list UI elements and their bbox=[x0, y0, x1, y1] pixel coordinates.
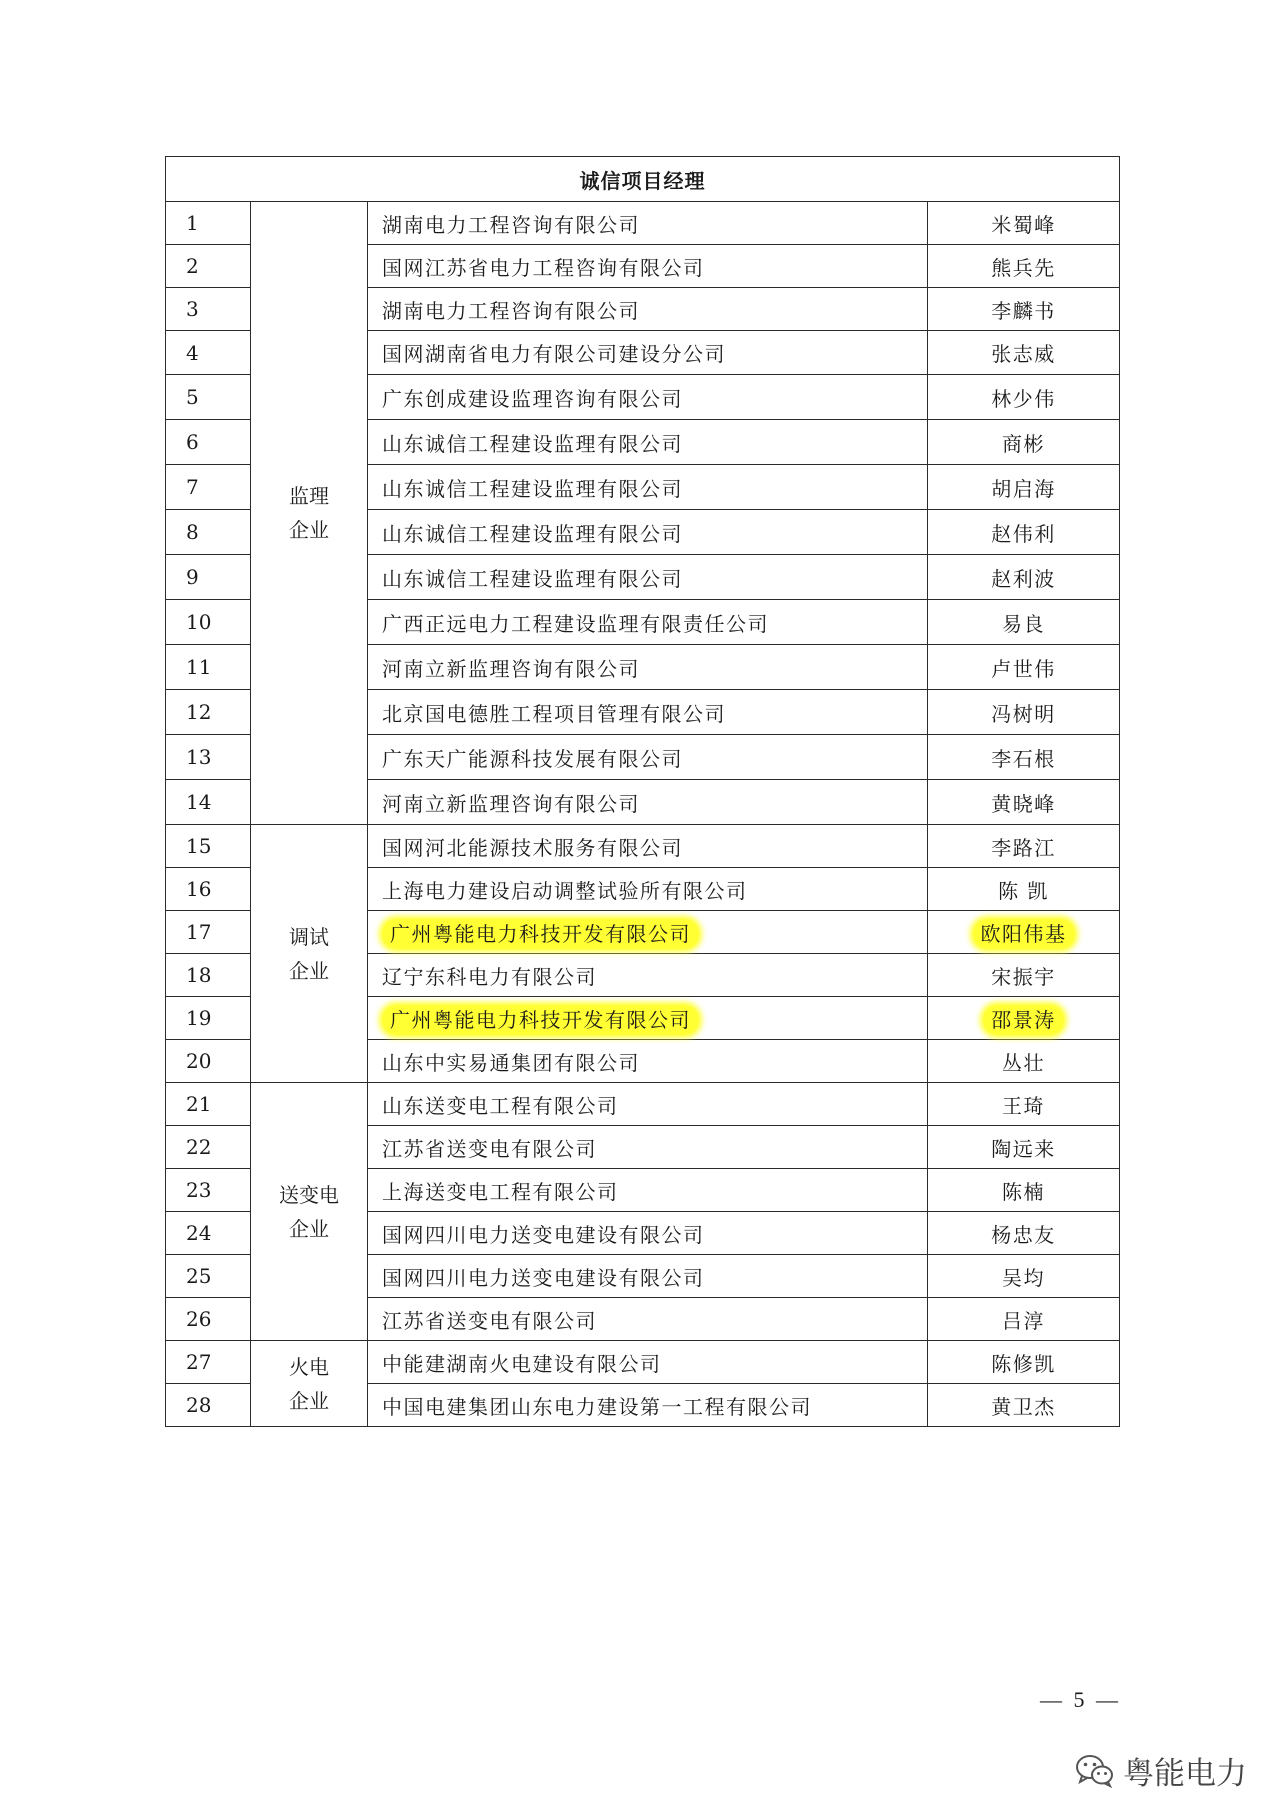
person-cell bbox=[928, 1384, 1120, 1427]
company-name: 湖南电力工程咨询有限公司 bbox=[382, 298, 640, 323]
person-name: 林少伟 bbox=[991, 386, 1056, 411]
company-name: 湖南电力工程咨询有限公司 bbox=[382, 212, 640, 237]
person-cell bbox=[928, 555, 1120, 600]
row-number: 1 bbox=[166, 202, 251, 245]
watermark-text: 粤能电力 bbox=[1123, 1756, 1247, 1792]
row-number: 4 bbox=[166, 331, 251, 375]
wechat-icon bbox=[1075, 1754, 1115, 1788]
person-name: 赵利波 bbox=[991, 566, 1056, 591]
person-cell bbox=[928, 1298, 1120, 1341]
row-number: 27 bbox=[166, 1341, 251, 1384]
company-cell bbox=[368, 375, 928, 420]
person-cell bbox=[928, 911, 1120, 954]
person-name: 丛壮 bbox=[1002, 1050, 1045, 1075]
company-cell bbox=[368, 997, 928, 1040]
person-cell bbox=[928, 375, 1120, 420]
company-cell bbox=[368, 780, 928, 825]
company-cell bbox=[368, 555, 928, 600]
row-number: 23 bbox=[166, 1169, 251, 1212]
watermark bbox=[1075, 1748, 1247, 1793]
company-name: 国网四川电力送变电建设有限公司 bbox=[382, 1265, 705, 1290]
category-label: 火电 bbox=[289, 1354, 329, 1379]
person-cell bbox=[928, 245, 1120, 288]
category-label: 监理 bbox=[289, 484, 329, 508]
company-name: 山东中实易通集团有限公司 bbox=[382, 1050, 640, 1075]
row-number: 22 bbox=[166, 1126, 251, 1169]
table-row bbox=[166, 1083, 1120, 1126]
person-name: 邵景涛 bbox=[983, 1005, 1064, 1035]
person-cell bbox=[928, 1255, 1120, 1298]
person-name: 陈 凯 bbox=[998, 878, 1049, 903]
company-name: 国网江苏省电力工程咨询有限公司 bbox=[382, 255, 705, 280]
category-label: 企业 bbox=[289, 958, 329, 983]
person-cell bbox=[928, 954, 1120, 997]
row-number: 10 bbox=[166, 600, 251, 645]
person-name: 李麟书 bbox=[991, 298, 1056, 323]
person-name: 黄卫杰 bbox=[991, 1394, 1056, 1419]
person-name: 吴均 bbox=[1002, 1265, 1045, 1290]
person-name: 吕淳 bbox=[1002, 1308, 1045, 1333]
person-cell bbox=[928, 1083, 1120, 1126]
row-number: 7 bbox=[166, 465, 251, 510]
person-name: 欧阳伟基 bbox=[973, 919, 1075, 949]
company-cell bbox=[368, 954, 928, 997]
person-name: 易良 bbox=[1002, 611, 1045, 636]
company-name: 国网河北能源技术服务有限公司 bbox=[382, 835, 683, 860]
row-number: 21 bbox=[166, 1083, 251, 1126]
company-cell bbox=[368, 1040, 928, 1083]
company-cell bbox=[368, 510, 928, 555]
person-cell bbox=[928, 1212, 1120, 1255]
company-name: 上海电力建设启动调整试验所有限公司 bbox=[382, 878, 748, 903]
page-number: — 5 — bbox=[1040, 1687, 1121, 1712]
company-cell bbox=[368, 911, 928, 954]
row-number: 24 bbox=[166, 1212, 251, 1255]
table-title: 诚信项目经理 bbox=[166, 157, 1120, 202]
person-cell bbox=[928, 510, 1120, 555]
table-row bbox=[166, 1341, 1120, 1384]
company-cell bbox=[368, 825, 928, 868]
person-cell bbox=[928, 1126, 1120, 1169]
company-name: 江苏省送变电有限公司 bbox=[382, 1308, 597, 1333]
person-name: 杨忠友 bbox=[991, 1222, 1056, 1247]
company-name: 山东送变电工程有限公司 bbox=[382, 1093, 619, 1118]
company-cell bbox=[368, 420, 928, 465]
person-name: 王琦 bbox=[1002, 1093, 1045, 1118]
person-cell bbox=[928, 1040, 1120, 1083]
company-name: 辽宁东科电力有限公司 bbox=[382, 964, 597, 989]
row-number: 13 bbox=[166, 735, 251, 780]
person-name: 陈楠 bbox=[1002, 1179, 1045, 1204]
person-cell bbox=[928, 1341, 1120, 1384]
person-cell bbox=[928, 997, 1120, 1040]
company-cell bbox=[368, 735, 928, 780]
company-name: 国网湖南省电力有限公司建设分公司 bbox=[382, 342, 726, 366]
person-name: 冯树明 bbox=[991, 701, 1056, 726]
row-number: 6 bbox=[166, 420, 251, 465]
category-label: 企业 bbox=[289, 518, 329, 542]
category-cell bbox=[251, 1341, 368, 1427]
row-number: 11 bbox=[166, 645, 251, 690]
company-name: 广州粤能电力科技开发有限公司 bbox=[382, 1005, 699, 1035]
company-name: 上海送变电工程有限公司 bbox=[382, 1179, 619, 1204]
category-label: 调试 bbox=[289, 924, 329, 949]
row-number: 19 bbox=[166, 997, 251, 1040]
company-name: 中国电建集团山东电力建设第一工程有限公司 bbox=[382, 1394, 812, 1419]
row-number: 12 bbox=[166, 690, 251, 735]
person-cell bbox=[928, 288, 1120, 331]
person-cell bbox=[928, 735, 1120, 780]
person-cell bbox=[928, 825, 1120, 868]
company-name: 江苏省送变电有限公司 bbox=[382, 1136, 597, 1161]
person-cell bbox=[928, 600, 1120, 645]
category-label: 企业 bbox=[289, 1216, 329, 1241]
company-name: 河南立新监理咨询有限公司 bbox=[382, 656, 640, 681]
person-name: 李路江 bbox=[991, 835, 1056, 860]
row-number: 26 bbox=[166, 1298, 251, 1341]
table-row bbox=[166, 202, 1120, 245]
person-name: 陶远来 bbox=[991, 1136, 1056, 1161]
company-cell bbox=[368, 202, 928, 245]
row-number: 14 bbox=[166, 780, 251, 825]
person-cell bbox=[928, 420, 1120, 465]
company-name: 广东创成建设监理咨询有限公司 bbox=[382, 386, 683, 411]
person-name: 胡启海 bbox=[991, 476, 1056, 501]
person-cell bbox=[928, 780, 1120, 825]
company-cell bbox=[368, 1255, 928, 1298]
person-name: 熊兵先 bbox=[991, 255, 1056, 280]
company-cell bbox=[368, 1212, 928, 1255]
row-number: 15 bbox=[166, 825, 251, 868]
company-name: 山东诚信工程建设监理有限公司 bbox=[382, 431, 683, 456]
person-name: 米蜀峰 bbox=[991, 212, 1056, 237]
company-cell bbox=[368, 600, 928, 645]
company-cell bbox=[368, 331, 928, 375]
row-number: 2 bbox=[166, 245, 251, 288]
category-label: 送变电 bbox=[279, 1182, 339, 1207]
person-cell bbox=[928, 331, 1120, 375]
person-name: 陈修凯 bbox=[991, 1351, 1056, 1376]
category-cell bbox=[251, 202, 368, 825]
company-name: 河南立新监理咨询有限公司 bbox=[382, 791, 640, 816]
company-name: 山东诚信工程建设监理有限公司 bbox=[382, 521, 683, 546]
row-number: 3 bbox=[166, 288, 251, 331]
company-cell bbox=[368, 1083, 928, 1126]
company-cell bbox=[368, 1384, 928, 1427]
person-name: 张志威 bbox=[991, 342, 1056, 366]
company-cell bbox=[368, 465, 928, 510]
person-cell bbox=[928, 465, 1120, 510]
person-name: 黄晓峰 bbox=[991, 791, 1056, 816]
row-number: 16 bbox=[166, 868, 251, 911]
row-number: 9 bbox=[166, 555, 251, 600]
row-number: 20 bbox=[166, 1040, 251, 1083]
person-cell bbox=[928, 645, 1120, 690]
company-cell bbox=[368, 1298, 928, 1341]
company-name: 中能建湖南火电建设有限公司 bbox=[382, 1351, 662, 1376]
person-name: 李石根 bbox=[991, 746, 1056, 771]
table-row bbox=[166, 825, 1120, 868]
company-name: 广西正远电力工程建设监理有限责任公司 bbox=[382, 611, 769, 636]
category-label: 企业 bbox=[289, 1388, 329, 1413]
row-number: 5 bbox=[166, 375, 251, 420]
company-name: 广州粤能电力科技开发有限公司 bbox=[382, 919, 699, 949]
company-name: 山东诚信工程建设监理有限公司 bbox=[382, 566, 683, 591]
person-name: 卢世伟 bbox=[991, 656, 1056, 681]
person-cell bbox=[928, 1169, 1120, 1212]
person-name: 宋振宇 bbox=[991, 964, 1056, 989]
row-number: 25 bbox=[166, 1255, 251, 1298]
person-cell bbox=[928, 202, 1120, 245]
project-manager-table bbox=[165, 156, 1120, 1427]
company-cell bbox=[368, 1126, 928, 1169]
company-name: 广东天广能源科技发展有限公司 bbox=[382, 746, 683, 771]
category-cell bbox=[251, 1083, 368, 1341]
row-number: 18 bbox=[166, 954, 251, 997]
company-cell bbox=[368, 868, 928, 911]
company-cell bbox=[368, 288, 928, 331]
table-title-row bbox=[166, 157, 1120, 202]
person-name: 赵伟利 bbox=[991, 521, 1056, 546]
company-cell bbox=[368, 690, 928, 735]
row-number: 8 bbox=[166, 510, 251, 555]
person-cell bbox=[928, 690, 1120, 735]
company-name: 山东诚信工程建设监理有限公司 bbox=[382, 476, 683, 501]
company-cell bbox=[368, 645, 928, 690]
company-cell bbox=[368, 1169, 928, 1212]
person-cell bbox=[928, 868, 1120, 911]
category-cell bbox=[251, 825, 368, 1083]
row-number: 17 bbox=[166, 911, 251, 954]
company-name: 国网四川电力送变电建设有限公司 bbox=[382, 1222, 705, 1247]
company-cell bbox=[368, 245, 928, 288]
company-name: 北京国电德胜工程项目管理有限公司 bbox=[382, 701, 726, 726]
person-name: 商彬 bbox=[1002, 431, 1045, 456]
row-number: 28 bbox=[166, 1384, 251, 1427]
company-cell bbox=[368, 1341, 928, 1384]
